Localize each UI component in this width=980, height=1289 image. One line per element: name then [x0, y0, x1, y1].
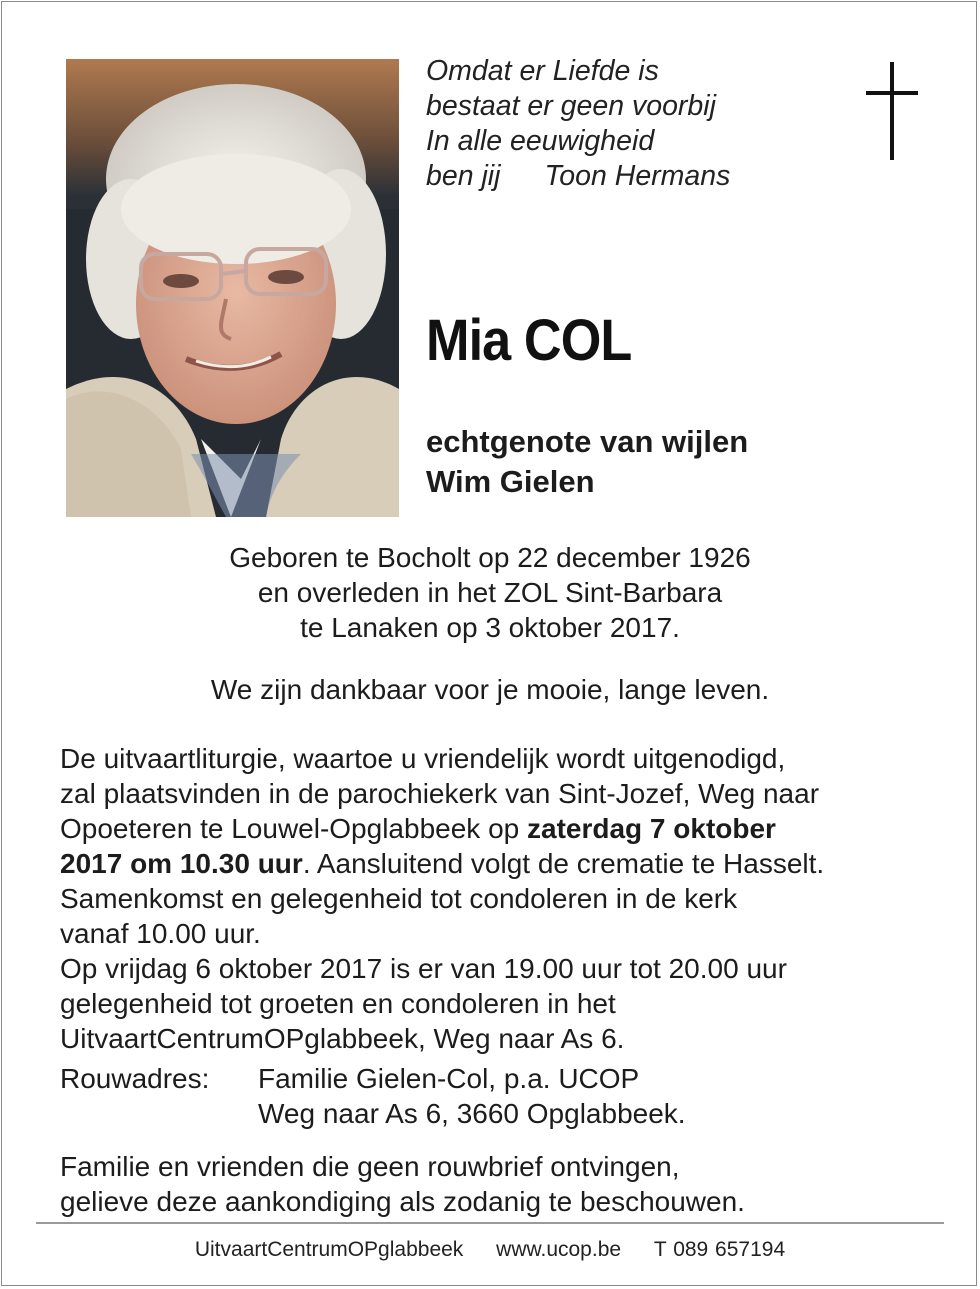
footer-divider	[36, 1222, 944, 1224]
ceremony-line: vanaf 10.00 uur.	[60, 918, 261, 949]
born-line: te Lanaken op 3 oktober 2017.	[300, 612, 680, 643]
spouse-line: echtgenote van wijlen	[426, 424, 749, 459]
ceremony-info	[60, 741, 960, 1056]
ceremony-line	[60, 846, 960, 881]
cross-icon	[862, 62, 922, 160]
poem-author: Toon Hermans	[544, 160, 731, 192]
mourning-address	[60, 1061, 686, 1131]
ceremony-line: gelegenheid tot groeten en condoleren in het	[60, 988, 616, 1019]
poem-line: ben jij	[426, 160, 501, 192]
portrait-photo	[66, 59, 399, 517]
address-label: Rouwadres:	[60, 1063, 210, 1094]
closing-note	[60, 1149, 745, 1219]
ceremony-text: . Aansluitend volgt de crematie te Hasselt.	[302, 848, 825, 879]
footer	[0, 1236, 980, 1264]
birth-death-info	[0, 540, 980, 645]
address-text: Familie Gielen-Col, p.a. UCOP	[258, 1063, 640, 1094]
address-line: Weg naar As 6, 3660 Opglabbeek.	[258, 1098, 686, 1129]
footer-phone: T 089 657194	[653, 1238, 786, 1261]
spouse-info	[426, 422, 748, 502]
ceremony-time: 2017 om 10.30 uur	[60, 848, 303, 879]
closing-line: gelieve deze aankondiging als zodanig te beschouwen.	[60, 1186, 745, 1217]
ceremony-line: UitvaartCentrumOPglabbeek, Weg naar As 6.	[60, 1023, 625, 1054]
address-line	[60, 1061, 686, 1096]
poem-last-line	[426, 159, 730, 194]
deceased-name: Mia COL	[426, 308, 632, 373]
ceremony-text: Opoeteren te Louwel-Opglabbeek op	[60, 813, 527, 844]
gratitude-line: We zijn dankbaar voor je mooie, lange leven.	[210, 674, 770, 705]
poem-line: Omdat er Liefde is	[426, 55, 659, 87]
ceremony-line: zal plaatsvinden in de parochiekerk van Sint-Jozef, Weg naar	[60, 778, 820, 809]
born-line: en overleden in het ZOL Sint-Barbara	[257, 577, 723, 608]
born-line: Geboren te Bocholt op 22 december 1926	[229, 542, 751, 573]
poem-line: In alle eeuwigheid	[426, 125, 655, 157]
ceremony-date: zaterdag 7 oktober	[527, 813, 776, 844]
ceremony-line	[60, 811, 960, 846]
spouse-name: Wim Gielen	[426, 464, 595, 499]
ceremony-line: De uitvaartliturgie, waartoe u vriendelijk wordt uitgenodigd,	[60, 743, 786, 774]
footer-website[interactable]: www.ucop.be	[496, 1238, 622, 1261]
footer-company: UitvaartCentrumOPglabbeek	[194, 1238, 464, 1261]
poem-line: bestaat er geen voorbij	[426, 90, 716, 122]
poem	[426, 54, 730, 194]
closing-line: Familie en vrienden die geen rouwbrief ontvingen,	[60, 1151, 680, 1182]
ceremony-line: Op vrijdag 6 oktober 2017 is er van 19.00 uur tot 20.00 uur	[60, 953, 787, 984]
ceremony-line: Samenkomst en gelegenheid tot condoleren in de kerk	[60, 883, 738, 914]
